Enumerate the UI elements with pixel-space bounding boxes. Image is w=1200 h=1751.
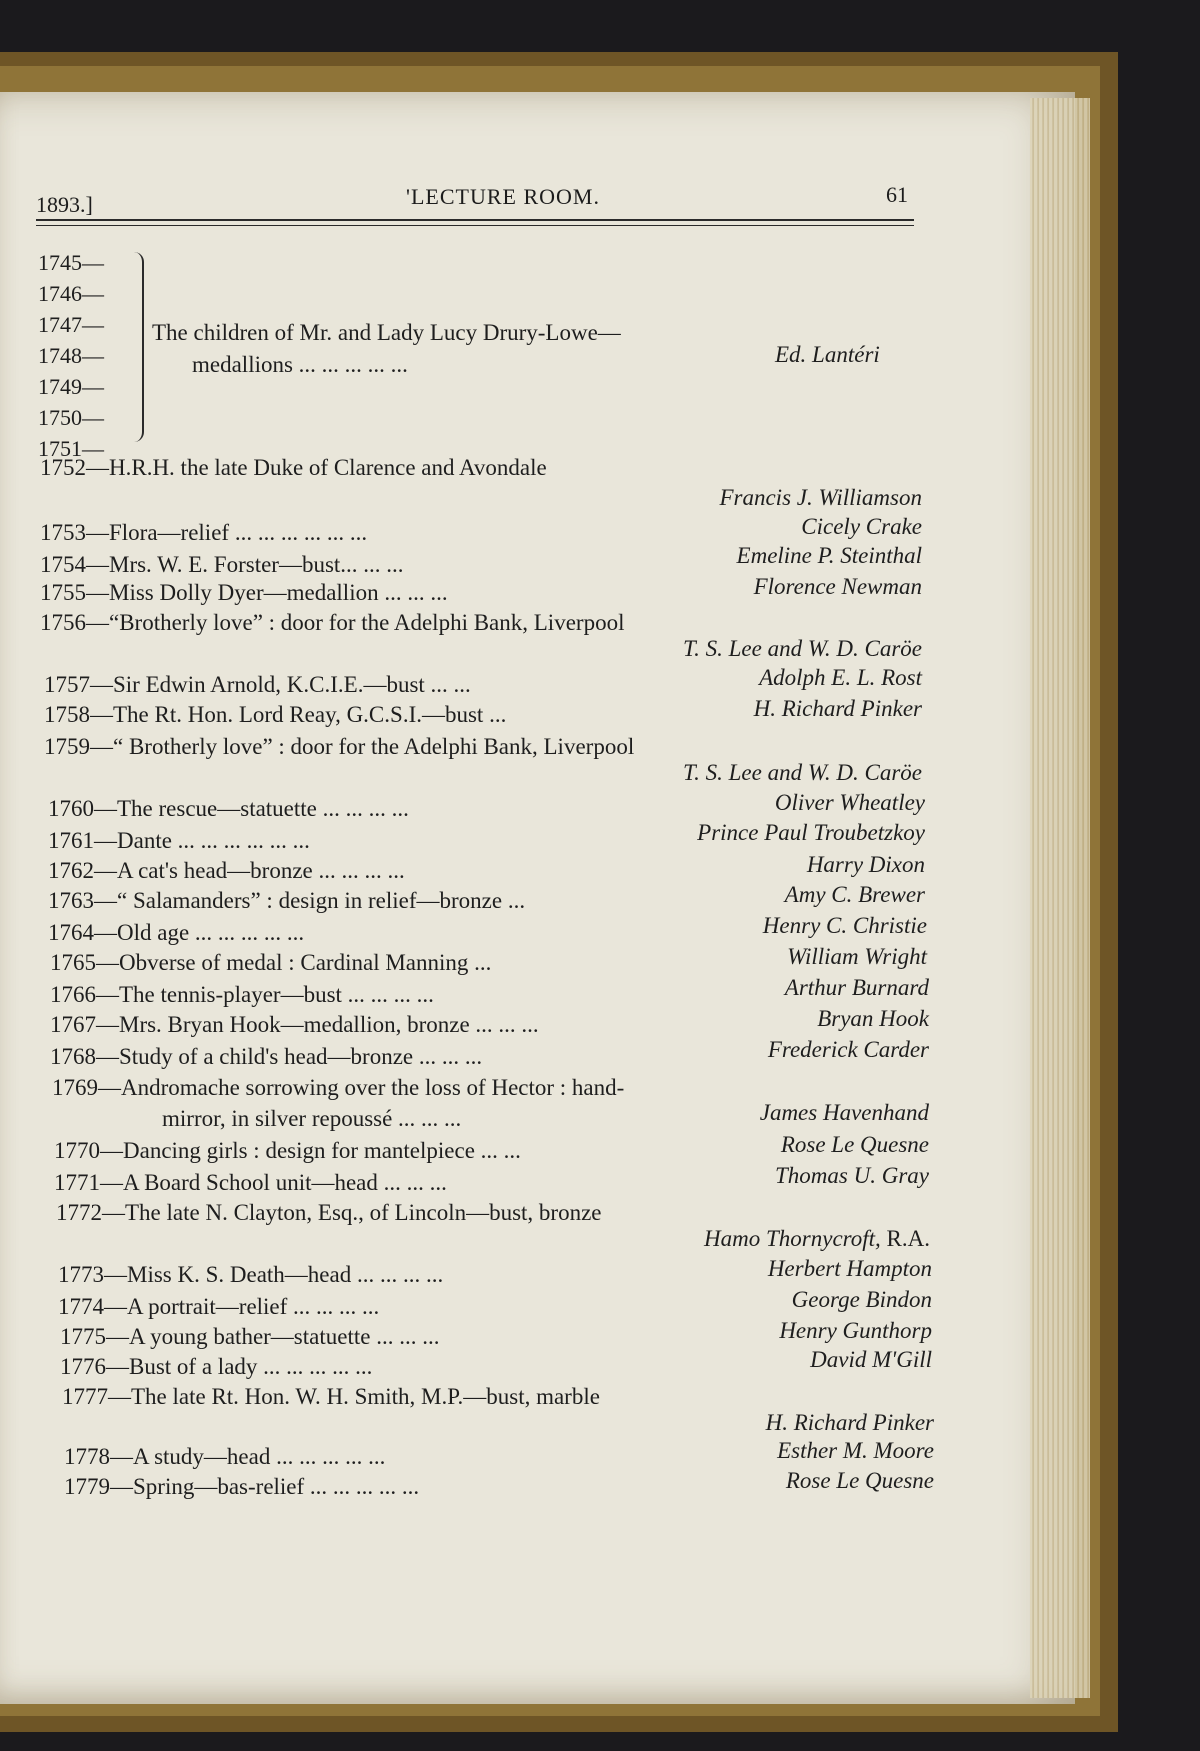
entry-1772-artist-name: Hamo Thornycroft, xyxy=(704,1226,881,1251)
entry-1754-artist: Emeline P. Steinthal xyxy=(736,543,922,568)
entry-1753-artist: Cicely Crake xyxy=(801,514,922,539)
entry-1759-artist: T. S. Lee and W. D. Caröe xyxy=(683,760,922,785)
entry-1761-text: 1761—Dante ... ... ... ... ... ... xyxy=(48,828,310,853)
entry-1759-text: 1759—“ Brotherly love” : door for the Adelphi Bank, Liverpool xyxy=(44,734,635,759)
group-title-line1: The children of Mr. and Lady Lucy Drury-Lowe— xyxy=(152,320,621,345)
entry-1755-artist: Florence Newman xyxy=(753,574,922,599)
entry-1776-text: 1776—Bust of a lady ... ... ... ... ... xyxy=(60,1354,373,1379)
entry-1763-artist: Amy C. Brewer xyxy=(784,882,925,907)
group-number: 1746— xyxy=(38,281,104,306)
entry-1769-text: 1769—Andromache sorrowing over the loss of Hector : hand- xyxy=(52,1075,625,1100)
entry-1768-artist: Frederick Carder xyxy=(767,1037,929,1062)
entry-1767-artist: Bryan Hook xyxy=(817,1006,929,1031)
entry-1770-text: 1770—Dancing girls : design for mantelpiece ... ... xyxy=(54,1138,521,1163)
entry-1775-text: 1775—A young bather—statuette ... ... ... xyxy=(60,1324,440,1349)
entry-1770-artist: Rose Le Quesne xyxy=(780,1132,929,1157)
group-number: 1751— xyxy=(38,436,104,461)
entry-1758-text: 1758—The Rt. Hon. Lord Reay, G.C.S.I.—bust ... xyxy=(44,702,507,727)
entry-1771-text: 1771—A Board School unit—head ... ... ... xyxy=(54,1170,447,1195)
entry-1772-artist-suffix: R.A. xyxy=(880,1226,930,1251)
header-rule-thin xyxy=(36,225,914,226)
entry-1778-text: 1778—A study—head ... ... ... ... ... xyxy=(64,1444,386,1469)
entry-1757-text: 1757—Sir Edwin Arnold, K.C.I.E.—bust ... ... xyxy=(44,672,471,697)
entry-1752-text: 1752—H.R.H. the late Duke of Clarence and Avondale xyxy=(40,455,547,480)
group-number: 1745— xyxy=(38,250,104,275)
entry-1758-artist: H. Richard Pinker xyxy=(753,696,922,721)
group-number: 1748— xyxy=(38,343,104,368)
page-number: 61 xyxy=(886,182,908,207)
entry-1760-text: 1760—The rescue—statuette ... ... ... ... xyxy=(48,796,409,821)
entry-1752-artist: Francis J. Williamson xyxy=(719,485,922,510)
entry-1779-text: 1779—Spring—bas-relief ... ... ... ... ... xyxy=(64,1474,420,1499)
entry-1762-artist: Harry Dixon xyxy=(806,852,925,877)
header-rule-thick xyxy=(36,219,914,221)
entry-1756-text: 1756—“Brotherly love” : door for the Adelphi Bank, Liverpool xyxy=(40,610,625,635)
header-title: 'LECTURE ROOM. xyxy=(406,184,600,209)
entry-1762-text: 1762—A cat's head—bronze ... ... ... ... xyxy=(48,858,405,883)
entry-1774-artist: George Bindon xyxy=(791,1287,932,1312)
group-brace xyxy=(126,252,144,442)
entry-1779-artist: Rose Le Quesne xyxy=(785,1468,934,1493)
entry-1767-text: 1767—Mrs. Bryan Hook—medallion, bronze ... ... ... xyxy=(50,1012,539,1037)
entry-1777-artist: H. Richard Pinker xyxy=(765,1410,934,1435)
page-edges xyxy=(1030,98,1090,1698)
group-title-line2: medallions ... ... ... ... ... xyxy=(192,352,408,377)
entry-1761-artist: Prince Paul Troubetzkoy xyxy=(697,820,925,845)
entry-1755-text: 1755—Miss Dolly Dyer—medallion ... ... ... xyxy=(40,580,448,605)
entry-1768-text: 1768—Study of a child's head—bronze ... ... ... xyxy=(50,1044,483,1069)
entry-1756-artist: T. S. Lee and W. D. Caröe xyxy=(683,636,922,661)
entry-1757-artist: Adolph E. L. Rost xyxy=(759,665,922,690)
entry-1778-artist: Esther M. Moore xyxy=(777,1438,934,1463)
entry-1766-artist: Arthur Burnard xyxy=(784,975,929,1000)
entry-1760-artist: Oliver Wheatley xyxy=(774,790,925,815)
entry-1769-artist: James Havenhand xyxy=(759,1100,929,1125)
entry-1763-text: 1763—“ Salamanders” : design in relief—bronze ... xyxy=(48,888,526,913)
entry-1754-text: 1754—Mrs. W. E. Forster—bust... ... ... xyxy=(40,552,404,577)
entry-1773-text: 1773—Miss K. S. Death—head ... ... ... ... xyxy=(58,1262,444,1287)
group-number: 1747— xyxy=(38,312,104,337)
entry-1772-artist xyxy=(704,1226,930,1252)
group-number: 1750— xyxy=(38,405,104,430)
entry-1771-artist: Thomas U. Gray xyxy=(775,1163,929,1188)
entry-1773-artist: Herbert Hampton xyxy=(767,1256,932,1281)
entry-1775-artist: Henry Gunthorp xyxy=(779,1318,932,1343)
entry-1766-text: 1766—The tennis-player—bust ... ... ... ... xyxy=(50,982,434,1007)
entry-1769-text-cont: mirror, in silver repoussé ... ... ... xyxy=(162,1106,462,1131)
running-header xyxy=(36,180,916,220)
entry-1764-artist: Henry C. Christie xyxy=(762,913,927,938)
entry-1764-text: 1764—Old age ... ... ... ... ... xyxy=(48,920,305,945)
entry-1777-text: 1777—The late Rt. Hon. W. H. Smith, M.P.—bust, marble xyxy=(62,1384,600,1409)
entry-1776-artist: David M'Gill xyxy=(810,1347,932,1372)
group-artist: Ed. Lantéri xyxy=(775,342,880,367)
entry-1753-text: 1753—Flora—relief ... ... ... ... ... ... xyxy=(40,520,368,545)
entry-1765-text: 1765—Obverse of medal : Cardinal Manning ... xyxy=(50,950,492,975)
entry-1765-artist: William Wright xyxy=(787,944,927,969)
entry-1772-text: 1772—The late N. Clayton, Esq., of Lincoln—bust, bronze xyxy=(56,1200,602,1225)
entry-1774-text: 1774—A portrait—relief ... ... ... ... xyxy=(58,1294,380,1319)
header-year: 1893.] xyxy=(36,192,93,217)
group-number: 1749— xyxy=(38,374,104,399)
